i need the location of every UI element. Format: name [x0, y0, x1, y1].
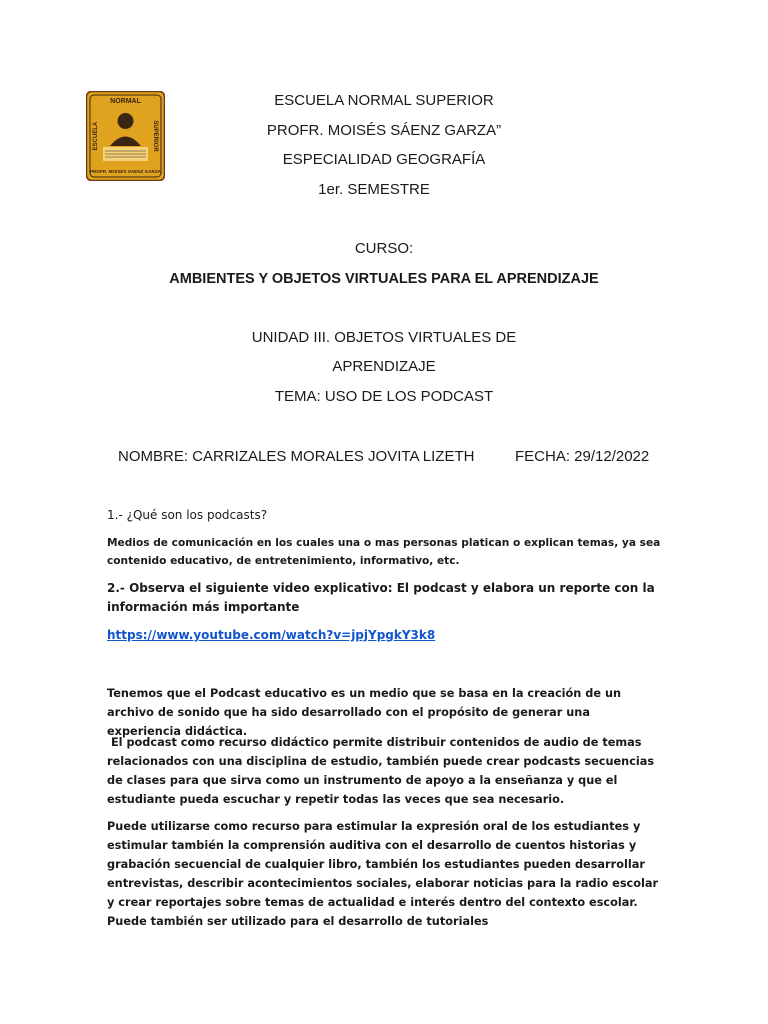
student-name: NOMBRE: CARRIZALES MORALES JOVITA LIZETH [118, 448, 475, 465]
logo-right-text: SUPERIOR [152, 120, 158, 152]
professor-name: PROFR. MOISÉS SÁENZ GARZA” [266, 122, 502, 139]
paragraph-2: El podcast como recurso didáctico permite distribuir contenidos de audio de temas relacionados con una disciplina de estudio, también puede crear podcasts secuencias de clases para que sirva como un instrumento de apoyo a la enseñanza y que el estudiante pueda escuchar y repetir todas las veces que sea necesario. [107, 736, 659, 806]
paragraph-3: Puede utilizarse como recurso para estimular la expresión oral de los estudiantes y estimular también la comprensión auditiva con el desarrollo de cuentos historias y grabación secuencial de cualquier libro, también los estudiantes pueden desarrollar entrevistas, describir acontecimientos sociales, elaborar noticias para la radio escolar y crear reportajes sobre temas de actualidad e interés dentro del contexto escolar. Puede también ser utilizado para el desarrollo de tutoriales [107, 820, 659, 928]
question-2: 2.- Observa el siguiente video explicativo: El podcast y elabora un reporte con la información más importante [107, 581, 655, 614]
course-title: AMBIENTES Y OBJETOS VIRTUALES PARA EL APRENDIZAJE [169, 271, 599, 287]
unit-line-2: APRENDIZAJE [332, 358, 436, 375]
topic: TEMA: USO DE LOS PODCAST [274, 388, 494, 405]
unit-line-1: UNIDAD III. OBJETOS VIRTUALES DE [251, 329, 517, 346]
logo-bottom-text: PROFR. MOISES SAENZ GARZA [90, 169, 161, 174]
course-label: CURSO: [354, 240, 414, 257]
question-1: 1.- ¿Qué son los podcasts? [107, 508, 268, 522]
specialty: ESPECIALIDAD GEOGRAFÍA [282, 151, 486, 168]
report-date: FECHA: 29/12/2022 [515, 448, 650, 465]
video-link[interactable]: https://www.youtube.com/watch?v=jpjYpgkY3k8 [107, 628, 436, 642]
logo-top-text: NORMAL [110, 98, 141, 105]
paragraph-1: Tenemos que el Podcast educativo es un medio que se basa en la creación de un archivo de sonido que ha sido desarrollado con el propósito de generar una experiencia didáctica. [107, 687, 622, 738]
school-name: ESCUELA NORMAL SUPERIOR [274, 92, 494, 109]
answer-1: Medios de comunicación en los cuales una o mas personas platican o explican temas, ya sea contenido educativo, de entretenimiento, informativo, etc. [107, 537, 661, 567]
semester: 1er. SEMESTRE [318, 181, 430, 198]
logo-left-text: ESCUELA [93, 121, 99, 151]
